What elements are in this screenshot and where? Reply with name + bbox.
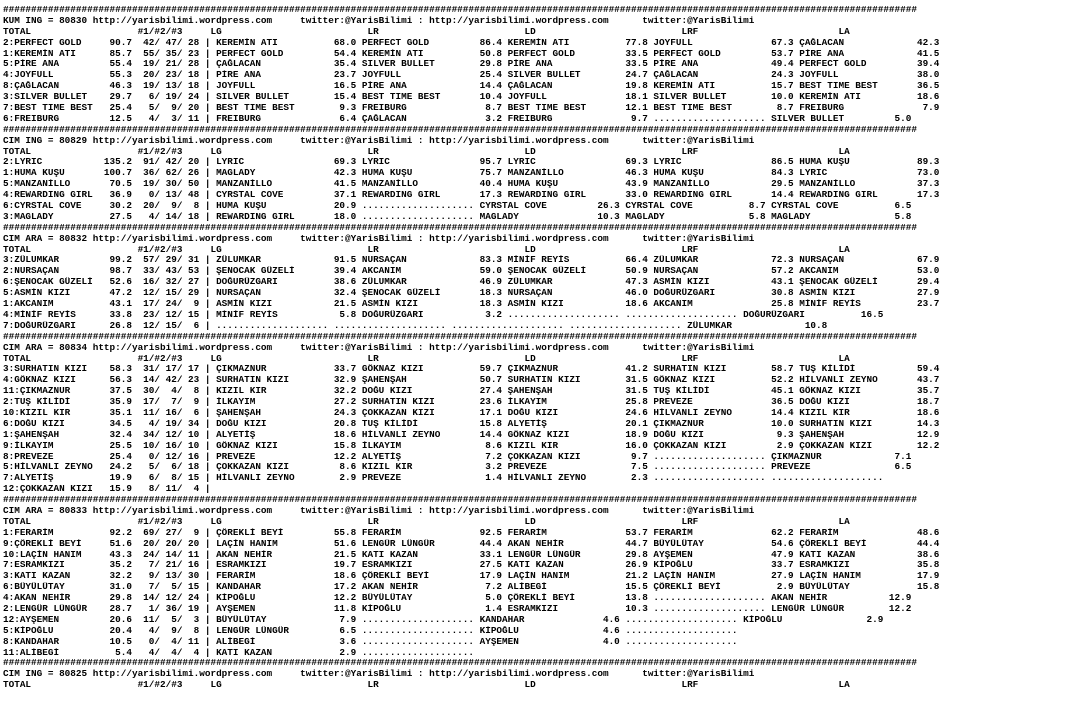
- data-row: 3:SURHATIN KIZI 58.3 31/ 17/ 17 | ÇIKMAZNUR 33.7 GÖKNAZ KIZI 59.7 ÇIKMAZNUR 41.2 SURHATIN KIZI 58.7 TUŞ KİLİDİ 59.4: [3, 364, 940, 375]
- race-header: CIM ING = 80829 http://yarisbilimi.wordpress.com twitter:@YarisBilimi : http://yarisbilimi.wordpress.com twitter:@YarisBilimi: [3, 135, 755, 146]
- data-row: 5:KİPOĞLU 20.4 4/ 9/ 8 | LENGÜR LÜNGÜR 6.5 .................... KİPOĞLU 4.6 ....................: [3, 625, 738, 636]
- data-row: 1:HUMA KUŞU 100.7 36/ 62/ 26 | MAGLADY 42.3 HUMA KUŞU 75.7 MANZANİLLO 46.3 HUMA KUŞU 84.3 LYRIC 73.0: [3, 168, 940, 179]
- data-row: 2:NURSAÇAN 98.7 33/ 43/ 53 | ŞENOCAK GÜZELİ 39.4 AKCANIM 59.0 ŞENOCAK GÜZELİ 50.9 NURSAÇAN 57.2 AKCANIM 53.0: [3, 266, 940, 277]
- race-header: CIM ARA = 80833 http://yarisbilimi.wordpress.com twitter:@YarisBilimi : http://yarisbilimi.wordpress.com twitter:@YarisBilimi: [3, 505, 755, 516]
- data-row: 1:FERARİM 92.2 69/ 27/ 9 | ÇÖREKLİ BEYİ 55.8 FERARİM 92.5 FERARİM 53.7 FERARİM 62.2 FERARİM 48.6: [3, 527, 940, 538]
- data-row: 6:ŞENOCAK GÜZELİ 52.6 16/ 32/ 27 | DOĞURÜZGARI 38.6 ZÜLUMKAR 46.9 ZÜLUMKAR 47.3 ASMİN KIZI 43.1 ŞENOCAK GÜZELİ 29.4: [3, 277, 940, 288]
- data-row: 6:FREIBURG 12.5 4/ 3/ 11 | FREIBURG 6.4 ÇAĞLACAN 3.2 FREIBURG 9.7 .................... SILVER BULLET 5.0: [3, 113, 912, 124]
- data-row: 2:LENGÜR LÜNGÜR 28.7 1/ 36/ 19 | AYŞEMEN 11.8 KİPOĞLU 1.4 ESRAMKIZI 10.3 .................... LENGÜR LÜNGÜR 12.2: [3, 603, 912, 614]
- data-row: 9:İLKAYIM 25.5 10/ 16/ 10 | GÖKNAZ KIZI 15.8 İLKAYIM 8.6 KIZIL KIR 16.0 ÇOKKAZAN KIZI 2.9 ÇOKKAZAN KIZI 12.2: [3, 440, 940, 451]
- column-header: TOTAL #1/#2/#3 LG LR LD LRF LA: [3, 244, 850, 255]
- data-row: 4:AKAN NEHİR 29.8 14/ 12/ 24 | KİPOĞLU 12.2 BÜYÜLÜTAY 5.0 ÇÖREKLİ BEYİ 13.8 .................... AKAN NEHİR 12.9: [3, 593, 912, 604]
- data-row: 7:ESRAMKIZI 35.2 7/ 21/ 16 | ESRAMKIZI 19.7 ESRAMKIZI 27.5 KATI KAZAN 26.9 KİPOĞLU 33.7 ESRAMKIZI 35.8: [3, 560, 940, 571]
- data-row: 12:AYŞEMEN 20.6 11/ 5/ 3 | BÜYÜLÜTAY 7.9 .................... KANDAHAR 4.6 .................... KİPOĞLU 2.9: [3, 614, 884, 625]
- separator-line: ###################################################################################################################################################################: [3, 495, 917, 506]
- data-row: 10:KIZIL KIR 35.1 11/ 16/ 6 | ŞAHENŞAH 24.3 ÇOKKAZAN KIZI 17.1 DOĞU KIZI 24.6 HİLVANLI ZEYNO 14.4 KIZIL KIR 18.6: [3, 407, 940, 418]
- separator-line: ###################################################################################################################################################################: [3, 222, 917, 233]
- data-row: 3:SILVER BULLET 29.7 6/ 19/ 24 | SILVER BULLET 15.4 BEST TIME BEST 10.4 JOYFULL 18.1 SILVER BULLET 10.0 KEREMİN ATI 18.6: [3, 92, 940, 103]
- data-row: 6:DOĞU KIZI 34.5 4/ 19/ 34 | DOĞU KIZI 20.8 TUŞ KİLİDİ 15.8 ALYETİŞ 20.1 ÇIKMAZNUR 10.0 SURHATIN KIZI 14.3: [3, 418, 940, 429]
- data-row: 6:CYRSTAL COVE 30.2 20/ 9/ 8 | HUMA KUŞU 20.9 .................... CYRSTAL COVE 26.3 CYRSTAL COVE 8.7 CYRSTAL COVE 6.5: [3, 201, 912, 212]
- race-header: CIM ING = 80825 http://yarisbilimi.wordpress.com twitter:@YarisBilimi : http://yarisbilimi.wordpress.com twitter:@YarisBilimi: [3, 669, 755, 680]
- column-header: TOTAL #1/#2/#3 LG LR LD LRF LA: [3, 26, 850, 37]
- data-row: 2:LYRIC 135.2 91/ 42/ 20 | LYRIC 69.3 LYRIC 95.7 LYRIC 69.3 LYRIC 86.5 HUMA KUŞU 89.3: [3, 157, 940, 168]
- data-row: 6:BÜYÜLÜTAY 31.0 7/ 5/ 15 | KANDAHAR 17.2 AKAN NEHİR 7.2 ALİBEGİ 15.5 ÇÖREKLİ BEYİ 2.9 BÜYÜLÜTAY 15.8: [3, 582, 940, 593]
- data-row: 5:HİLVANLI ZEYNO 24.2 5/ 6/ 18 | ÇOKKAZAN KIZI 8.6 KIZIL KIR 3.2 PREVEZE 7.5 .................... PREVEZE 6.5: [3, 462, 912, 473]
- separator-line: ###################################################################################################################################################################: [3, 658, 917, 669]
- data-row: 10:LAÇİN HANIM 43.3 24/ 14/ 11 | AKAN NEHİR 21.5 KATI KAZAN 33.1 LENGÜR LÜNGÜR 29.8 AYŞEMEN 47.9 KATI KAZAN 38.6: [3, 549, 940, 560]
- data-row: 4:MİNİF REYİS 33.8 23/ 12/ 15 | MİNİF REYİS 5.8 DOĞURÜZGARI 3.2 .................... .................... DOĞURÜZGARI 16.5: [3, 309, 884, 320]
- separator-line: ###################################################################################################################################################################: [3, 124, 917, 135]
- data-row: 1:KEREMİN ATI 85.7 55/ 35/ 23 | PERFECT GOLD 54.4 KEREMİN ATI 50.8 PERFECT GOLD 33.5 PERFECT GOLD 53.7 PİRE ANA 41.5: [3, 48, 940, 59]
- data-row: 9:ÇÖREKLİ BEYİ 51.6 20/ 20/ 20 | LAÇİN HANIM 51.6 LENGÜR LÜNGÜR 44.4 AKAN NEHİR 44.7 BÜYÜLÜTAY 54.6 ÇÖREKLİ BEYİ 44.4: [3, 538, 940, 549]
- data-row: 3:ZÜLUMKAR 99.2 57/ 29/ 31 | ZÜLUMKAR 91.5 NURSAÇAN 83.3 MİNİF REYİS 66.4 ZÜLUMKAR 72.3 NURSAÇAN 67.9: [3, 255, 940, 266]
- data-row: 7:ALYETİŞ 19.9 6/ 8/ 15 | HİLVANLI ZEYNO 2.9 PREVEZE 1.4 HİLVANLI ZEYNO 2.3 .................... ....................: [3, 473, 884, 484]
- race-header: KUM ING = 80830 http://yarisbilimi.wordpress.com twitter:@YarisBilimi : http://yarisbilimi.wordpress.com twitter:@YarisBilimi: [3, 15, 755, 26]
- column-header: TOTAL #1/#2/#3 LG LR LD LRF LA: [3, 516, 850, 527]
- column-header: TOTAL #1/#2/#3 LG LR LD LRF LA: [3, 353, 850, 364]
- race-header: CIM ARA = 80834 http://yarisbilimi.wordpress.com twitter:@YarisBilimi : http://yarisbilimi.wordpress.com twitter:@YarisBilimi: [3, 342, 755, 353]
- data-row: 5:ASMİN KIZI 47.2 12/ 15/ 29 | NURSAÇAN 32.4 ŞENOCAK GÜZELİ 18.3 NURSAÇAN 46.0 DOĞURÜZGARI 30.8 ASMİN KIZI 27.9: [3, 288, 940, 299]
- data-row: 4:GÖKNAZ KIZI 56.3 14/ 42/ 23 | SURHATIN KIZI 32.9 ŞAHENŞAH 50.7 SURHATIN KIZI 31.5 GÖKNAZ KIZI 52.2 HİLVANLI ZEYNO 43.7: [3, 375, 940, 386]
- data-row: 8:PREVEZE 25.4 0/ 12/ 16 | PREVEZE 12.2 ALYETİŞ 7.2 ÇOKKAZAN KIZI 9.7 .................... ÇIKMAZNUR 7.1: [3, 451, 912, 462]
- data-row: 12:ÇOKKAZAN KIZI 15.9 8/ 11/ 4 |: [3, 484, 211, 495]
- data-row: 7:DOĞURÜZGARI 26.8 12/ 15/ 6 | .................... .................... .................... .................... ZÜLUMKAR 10.8: [3, 320, 828, 331]
- data-row: 5:MANZANİLLO 70.5 19/ 30/ 50 | MANZANİLLO 41.5 MANZANİLLO 40.4 HUMA KUŞU 43.9 MANZANİLLO 29.5 MANZANİLLO 37.3: [3, 179, 940, 190]
- separator-line: ###################################################################################################################################################################: [3, 5, 917, 15]
- data-row: 8:KANDAHAR 10.5 0/ 4/ 11 | ALİBEGİ 3.6 .................... AYŞEMEN 4.0 ....................: [3, 636, 738, 647]
- data-row: 1:AKCANIM 43.1 17/ 24/ 9 | ASMİN KIZI 21.5 ASMİN KIZI 18.3 ASMİN KIZI 18.6 AKCANIM 25.8 MİNİF REYİS 23.7: [3, 299, 940, 310]
- data-row: 5:PİRE ANA 55.4 19/ 21/ 28 | ÇAĞLACAN 35.4 SILVER BULLET 29.8 PİRE ANA 33.5 PİRE ANA 49.4 PERFECT GOLD 39.4: [3, 59, 940, 70]
- column-header: TOTAL #1/#2/#3 LG LR LD LRF LA: [3, 680, 850, 691]
- data-row: 2:TUŞ KİLİDİ 35.9 17/ 7/ 9 | İLKAYIM 27.2 SURHATIN KIZI 23.6 İLKAYIM 25.8 PREVEZE 36.5 DOĞU KIZI 18.7: [3, 397, 940, 408]
- data-row: 3:KATI KAZAN 32.2 9/ 13/ 30 | FERARİM 18.6 ÇÖREKLİ BEYİ 17.9 LAÇİN HANIM 21.2 LAÇİN HANIM 27.9 LAÇİN HANIM 17.9: [3, 571, 940, 582]
- data-row: 3:MAGLADY 27.5 4/ 14/ 18 | REWARDING GIRL 18.0 .................... MAGLADY 10.3 MAGLADY 5.8 MAGLADY 5.8: [3, 211, 912, 222]
- data-row: 8:ÇAĞLACAN 46.3 19/ 13/ 18 | JOYFULL 16.5 PİRE ANA 14.4 ÇAĞLACAN 19.8 KEREMİN ATI 15.7 BEST TIME BEST 36.5: [3, 81, 940, 92]
- separator-line: ###################################################################################################################################################################: [3, 331, 917, 342]
- data-row: 4:JOYFULL 55.3 20/ 23/ 18 | PİRE ANA 23.7 JOYFULL 25.4 SILVER BULLET 24.7 ÇAĞLACAN 24.3 JOYFULL 38.0: [3, 70, 940, 81]
- data-row: 11:ÇIKMAZNUR 37.5 30/ 4/ 8 | KIZIL KIR 32.2 DOĞU KIZI 27.4 ŞAHENŞAH 31.5 TUŞ KİLİDİ 45.1 GÖKNAZ KIZI 35.7: [3, 386, 940, 397]
- column-header: TOTAL #1/#2/#3 LG LR LD LRF LA: [3, 146, 850, 157]
- data-row: 1:ŞAHENŞAH 32.4 34/ 12/ 10 | ALYETİŞ 18.6 HİLVANLI ZEYNO 14.4 GÖKNAZ KIZI 18.9 DOĞU KIZI 9.3 ŞAHENŞAH 12.9: [3, 429, 940, 440]
- data-row: 7:BEST TIME BEST 25.4 5/ 9/ 20 | BEST TIME BEST 9.3 FREIBURG 8.7 BEST TIME BEST 12.1 BEST TIME BEST 8.7 FREIBURG 7.9: [3, 103, 940, 114]
- data-row: 2:PERFECT GOLD 90.7 42/ 47/ 28 | KEREMİN ATI 68.0 PERFECT GOLD 86.4 KEREMİN ATI 77.8 JOYFULL 67.3 ÇAĞLACAN 42.3: [3, 37, 940, 48]
- race-header: CIM ARA = 80832 http://yarisbilimi.wordpress.com twitter:@YarisBilimi : http://yarisbilimi.wordpress.com twitter:@YarisBilimi: [3, 233, 755, 244]
- data-row: 11:ALİBEGİ 5.4 4/ 4/ 4 | KATI KAZAN 2.9 ....................: [3, 647, 475, 658]
- data-row: 4:REWARDING GIRL 36.9 0/ 13/ 48 | CYRSTAL COVE 37.1 REWARDING GIRL 17.3 REWARDING GIRL 33.0 REWARDING GIRL 14.4 REWARDING GIRL 17.3: [3, 190, 940, 201]
